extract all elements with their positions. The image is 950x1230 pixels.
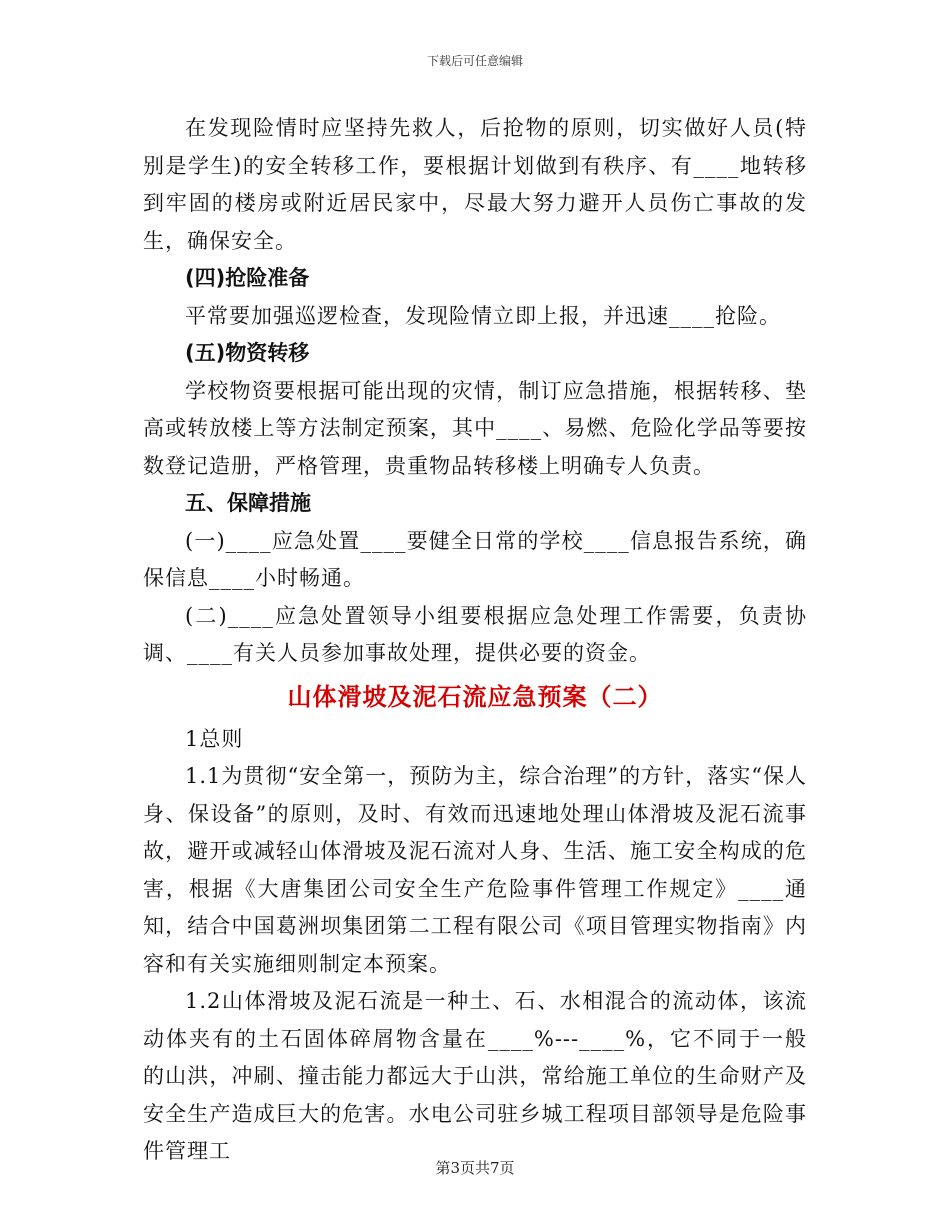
paragraph-patrol: 平常要加强巡逻检查，发现险情立即上报，并迅速____抢险。 — [185, 303, 781, 328]
header-note: 下载后可任意编辑 — [426, 54, 523, 68]
section-title: 山体滑坡及泥石流应急预案（二） — [287, 682, 663, 711]
page-number: 第3页共7页 — [435, 1159, 515, 1177]
page-content — [143, 110, 807, 1171]
paragraph-safeguard-1: (一)____应急处置____要健全日常的学校____信息报告系统，确保信息____小时畅通。 — [143, 528, 807, 590]
paragraph-materials: 学校物资要根据可能出现的灾情，制订应急措施，根据转移、垫高或转放楼上等方法制定预案，其中____、易燃、危险化学品等要按数登记造册，严格管理，贵重物品转移楼上明确专人负责。 — [143, 378, 807, 478]
heading-emergency-prep: (四)抢险准备 — [185, 266, 310, 290]
paragraph-general: 1总则 — [185, 726, 244, 751]
heading-safeguards: 五、保障措施 — [185, 491, 311, 515]
heading-material-transfer: (五)物资转移 — [185, 341, 310, 365]
paragraph-safeguard-2: (二)____应急处置领导小组要根据应急处理工作需要，负责协调、____有关人员参加事故处理，提供必要的资金。 — [143, 603, 807, 665]
paragraph-rescue: 在发现险情时应坚持先救人，后抢物的原则，切实做好人员(特别是学生)的安全转移工作，要根据计划做到有秩序、有____地转移到牢固的楼房或附近居民家中，尽最大努力避开人员伤亡事故的发生，确保安全。 — [143, 116, 807, 253]
paragraph-1-1: 1.1为贯彻“安全第一，预防为主，综合治理”的方针，落实“保人身、保设备”的原则，及时、有效而迅速地处理山体滑坡及泥石流事故，避开或减轻山体滑坡及泥石流对人身、生活、施工安全构成的危害，根据《大唐集团公司安全生产危险事件管理工作规定》____通知，结合中国葛洲坝集团第二工程有限公司《项目管理实物指南》内容和有关实施细则制定本预案。 — [143, 764, 807, 976]
paragraph-1-2: 1.2山体滑坡及泥石流是一种土、石、水相混合的流动体，该流动体夹有的土石固体碎屑物含量在____%---____%，它不同于一般的山洪，冲刷、撞击能力都远大于山洪，常给施工单位的生命财产及安全生产造成巨大的危害。水电公司驻乡城工程项目部领导是危险事件管理工 — [143, 989, 807, 1163]
